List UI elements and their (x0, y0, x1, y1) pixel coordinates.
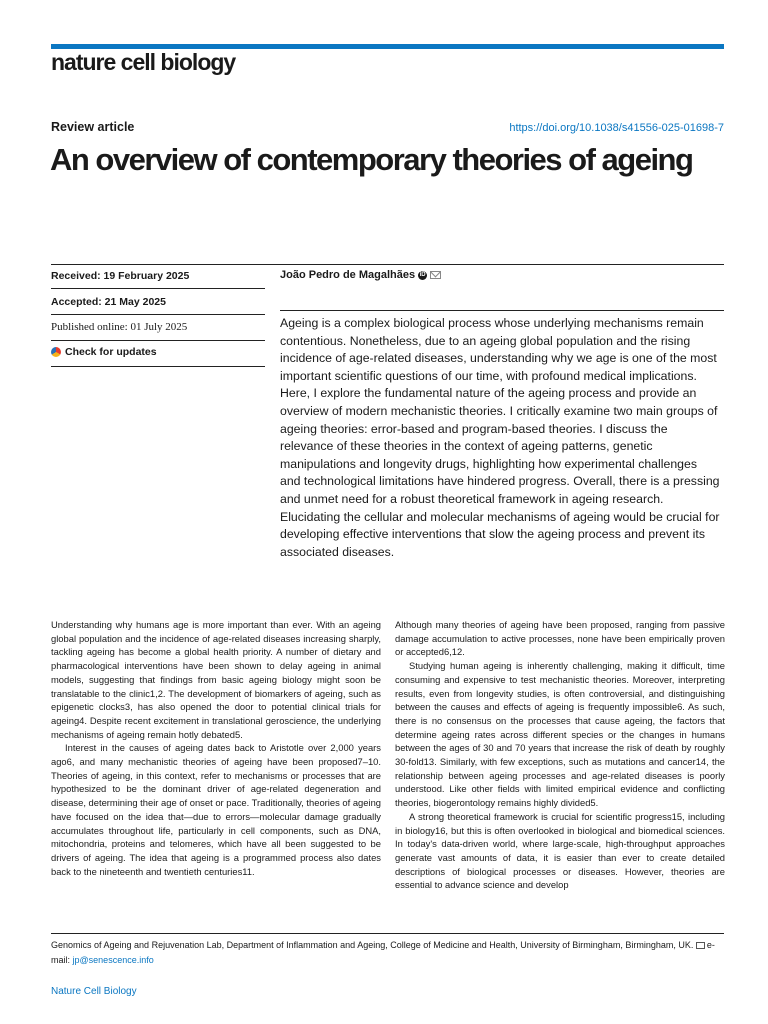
email-label: e-mail: (51, 940, 715, 965)
email-link[interactable]: jp@senescence.info (72, 955, 154, 965)
divider (51, 314, 265, 315)
divider (51, 288, 265, 289)
received-date: Received: 19 February 2025 (51, 270, 190, 282)
article-type: Review article (51, 120, 135, 134)
orcid-icon[interactable]: iD (419, 271, 426, 278)
paragraph: Although many theories of ageing have been proposed, ranging from passive damage accumulation to active processes, none have been empirically proven or accepted6,12. (395, 619, 725, 658)
affiliation-footnote (51, 938, 724, 968)
author-name[interactable]: João Pedro de Magalhães (280, 269, 416, 281)
divider (51, 366, 265, 367)
accepted-date: Accepted: 21 May 2025 (51, 296, 166, 308)
affiliation-text: Genomics of Ageing and Rejuvenation Lab, Department of Inflammation and Ageing, College of Medicine and Health, University of Birmingham, Birmingham, UK. (51, 940, 694, 950)
check-for-updates-icon (51, 347, 61, 357)
check-for-updates-button[interactable] (51, 346, 157, 358)
paragraph: Understanding why humans age is more important than ever. With an ageing global population and the incidence of age-related diseases increasing sharply, tackling ageing has become a global health priority. A number of dietary and pharmacological interventions have been shown to delay ageing in animal models, suggesting that findings from basic ageing biology might soon be translatable to the clinic1,2. The development of biomarkers of ageing, such as epigenetic clocks3, has also opened the door to potential clinical trials for ageing4. Despite recent excitement in translational geroscience, the underlying mechanisms of ageing remain hotly debated5. (51, 619, 381, 740)
divider (280, 310, 724, 311)
divider (51, 340, 265, 341)
divider (51, 933, 724, 934)
envelope-icon (696, 942, 705, 949)
paragraph: Studying human ageing is inherently challenging, making it difficult, time consuming and expensive to test mechanistic theories. Moreover, interpreting results, even from longevity studies, is often controversial, and distinguishing between the causes and effects of ageing is frequently impossible6. As such, there is no consensus on the processes that cause ageing, the factors that determine ageing rates across different species or the changes in humans between the ages of 30 and 70 years that increase the risk of death by roughly 30-fold13. Similarly, with few exceptions, such as mutations and cancer14, the relationship between ageing processes and age-related diseases is poorly understood. Like other fields with limited empirical evidence and conflicting theories, biogerontology remains highly divided5. (395, 660, 725, 809)
journal-logo: nature cell biology (51, 49, 236, 75)
journal-footer[interactable]: Nature Cell Biology (51, 986, 137, 997)
envelope-icon[interactable] (430, 271, 441, 279)
body-column-left (51, 618, 381, 878)
paragraph: A strong theoretical framework is crucial for scientific progress15, including in biology16, but this is often overlooked in biological and biomedical sciences. In today's data-driven world, where large-scale, high-throughput approaches generate vast amounts of data, it is easier than ever to create detailed descriptions of biological processes or diseases. However, theories are essential to advance science and develop (395, 810, 725, 891)
abstract: Ageing is a complex biological process whose underlying mechanisms remain contentious. Nonetheless, due to an ageing global population and the rising incidence of age-related diseases, understanding why we age is one of the most important scientific questions of our time, with profound medical implications. Here, I explore the fundamental nature of the ageing process and provide an overview of modern mechanistic theories. I critically examine two main groups of ageing theories: error-based and program-based theories. I discuss the relevance of these theories in the context of ageing patterns, genetic manipulations and longevity drugs, highlighting how experimental challenges and technological limitations have hindered progress. Overall, there is a pressing and unmet need for a robust theoretical framework in ageing research. Elucidating the cellular and molecular mechanisms of ageing would be crucial for developing effective interventions that slow the ageing process and prevent its associated diseases. (280, 316, 720, 559)
divider (51, 264, 724, 265)
paragraph: Interest in the causes of ageing dates back to Aristotle over 2,000 years ago6, and many mechanistic theories of ageing have been proposed7–10. Theories of ageing, in this context, refer to mechanisms or processes that are hypothesized to be the dominant driver of age-related degeneration and disease, determining their age of onset or pace. Traditionally, theories of ageing have focused on the idea that—due to errors—molecular damage gradually accumulates throughout life, particularly in cell components, such as DNA, mitochondria, proteins and telomeres, which have all been suggested to be drivers of ageing. The idea that ageing is a programmed process also dates back to the nineteenth and twentieth centuries11. (51, 742, 381, 877)
published-date: Published online: 01 July 2025 (51, 321, 188, 333)
author-line (280, 269, 441, 281)
check-for-updates-label: Check for updates (65, 346, 157, 358)
body-column-right (395, 618, 725, 892)
article-title: An overview of contemporary theories of ageing (50, 142, 693, 177)
doi-link[interactable]: https://doi.org/10.1038/s41556-025-01698-7 (509, 122, 724, 134)
